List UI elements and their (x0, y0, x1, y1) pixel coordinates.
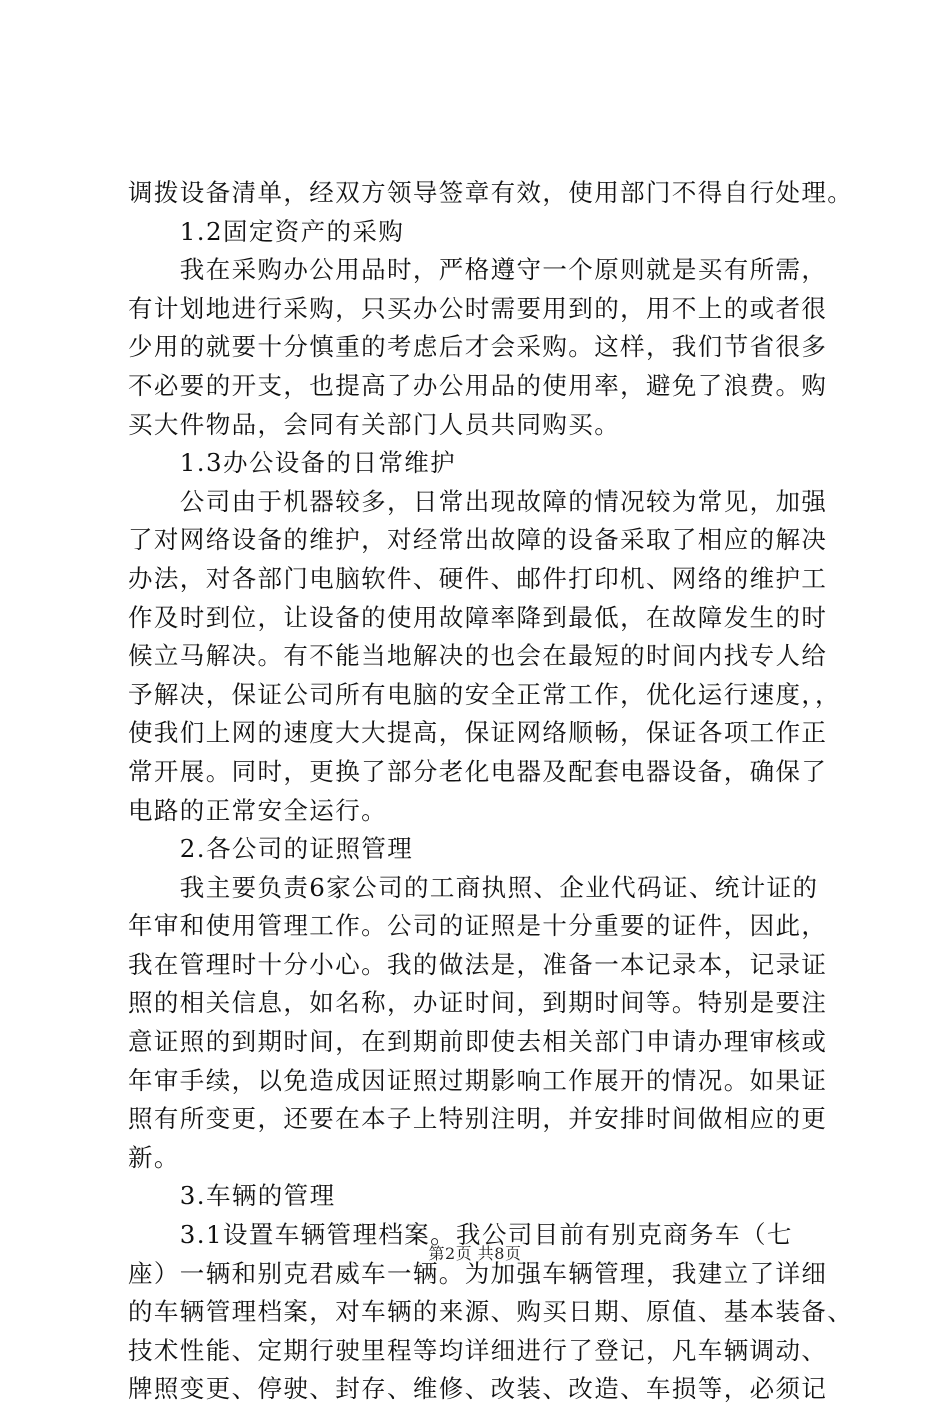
text-line: 新。 (128, 1142, 180, 1172)
page-number-label: 第2页 共8页 (428, 1244, 522, 1263)
text-line: 年审手续，以免造成因证照过期影响工作展开的情况。如果证 (128, 1065, 828, 1095)
text-line: 少用的就要十分慎重的考虑后才会采购。这样，我们节省很多 (128, 332, 828, 362)
section-heading: 1.3办公设备的日常维护 (128, 448, 457, 478)
text-line: 技术性能、定期行驶里程等均详细进行了登记，凡车辆调动、 (128, 1335, 828, 1365)
text-line: 牌照变更、停驶、封存、维修、改装、改造、车损等，必须记 (128, 1374, 828, 1404)
text-line: 不必要的开支，也提高了办公用品的使用率，避免了浪费。购 (128, 370, 828, 400)
text-line: 座）一辆和别克君威车一辆。为加强车辆管理，我建立了详细 (128, 1258, 828, 1288)
text-line: 调拨设备清单，经双方领导签章有效，使用部门不得自行处理。 (128, 178, 854, 207)
text-line: 照的相关信息，如名称，办证时间，到期时间等。特别是要注 (128, 988, 828, 1018)
text-line: 公司由于机器较多，日常出现故障的情况较为常见，加强 (128, 486, 828, 516)
document-body (128, 174, 854, 1409)
text-line: 意证照的到期时间，在到期前即使去相关部门申请办理审核或 (128, 1027, 828, 1057)
section-heading: 3.车辆的管理 (128, 1181, 336, 1211)
text-line: 的车辆管理档案，对车辆的来源、购买日期、原值、基本装备、 (128, 1297, 854, 1327)
text-line: 我主要负责6家公司的工商执照、企业代码证、统计证的 (128, 872, 819, 902)
section-heading: 2.各公司的证照管理 (128, 834, 414, 864)
text-line: 有计划地进行采购，只买办公时需要用到的，用不上的或者很 (128, 293, 828, 323)
text-line: 使我们上网的速度大大提高，保证网络顺畅，保证各项工作正 (128, 718, 828, 748)
text-line: 年审和使用管理工作。公司的证照是十分重要的证件，因此， (128, 911, 828, 941)
text-line: 电路的正常安全运行。 (128, 795, 387, 825)
text-line: 3.1设置车辆管理档案。我公司目前有别克商务车（七 (128, 1220, 793, 1250)
text-line: 常开展。同时，更换了部分老化电器及配套电器设备，确保了 (128, 756, 828, 786)
text-line: 我在采购办公用品时，严格遵守一个原则就是买有所需， (128, 255, 828, 285)
text-line: 照有所变更，还要在本子上特别注明，并安排时间做相应的更 (128, 1104, 828, 1134)
text-line: 我在管理时十分小心。我的做法是，准备一本记录本，记录证 (128, 949, 828, 979)
text-line: 办法，对各部门电脑软件、硬件、邮件打印机、网络的维护工 (128, 563, 828, 593)
text-line: 候立马解决。有不能当地解决的也会在最短的时间内找专人给 (128, 641, 828, 671)
section-heading: 1.2固定资产的采购 (128, 216, 405, 246)
text-line: 了对网络设备的维护，对经常出故障的设备采取了相应的解决 (128, 525, 828, 555)
text-line: 作及时到位，让设备的使用故障率降到最低，在故障发生的时 (128, 602, 828, 632)
page-footer (0, 1244, 950, 1264)
text-line: 买大件物品，会同有关部门人员共同购买。 (128, 409, 621, 439)
text-line: 予解决，保证公司所有电脑的安全正常工作，优化运行速度，， (128, 679, 841, 709)
